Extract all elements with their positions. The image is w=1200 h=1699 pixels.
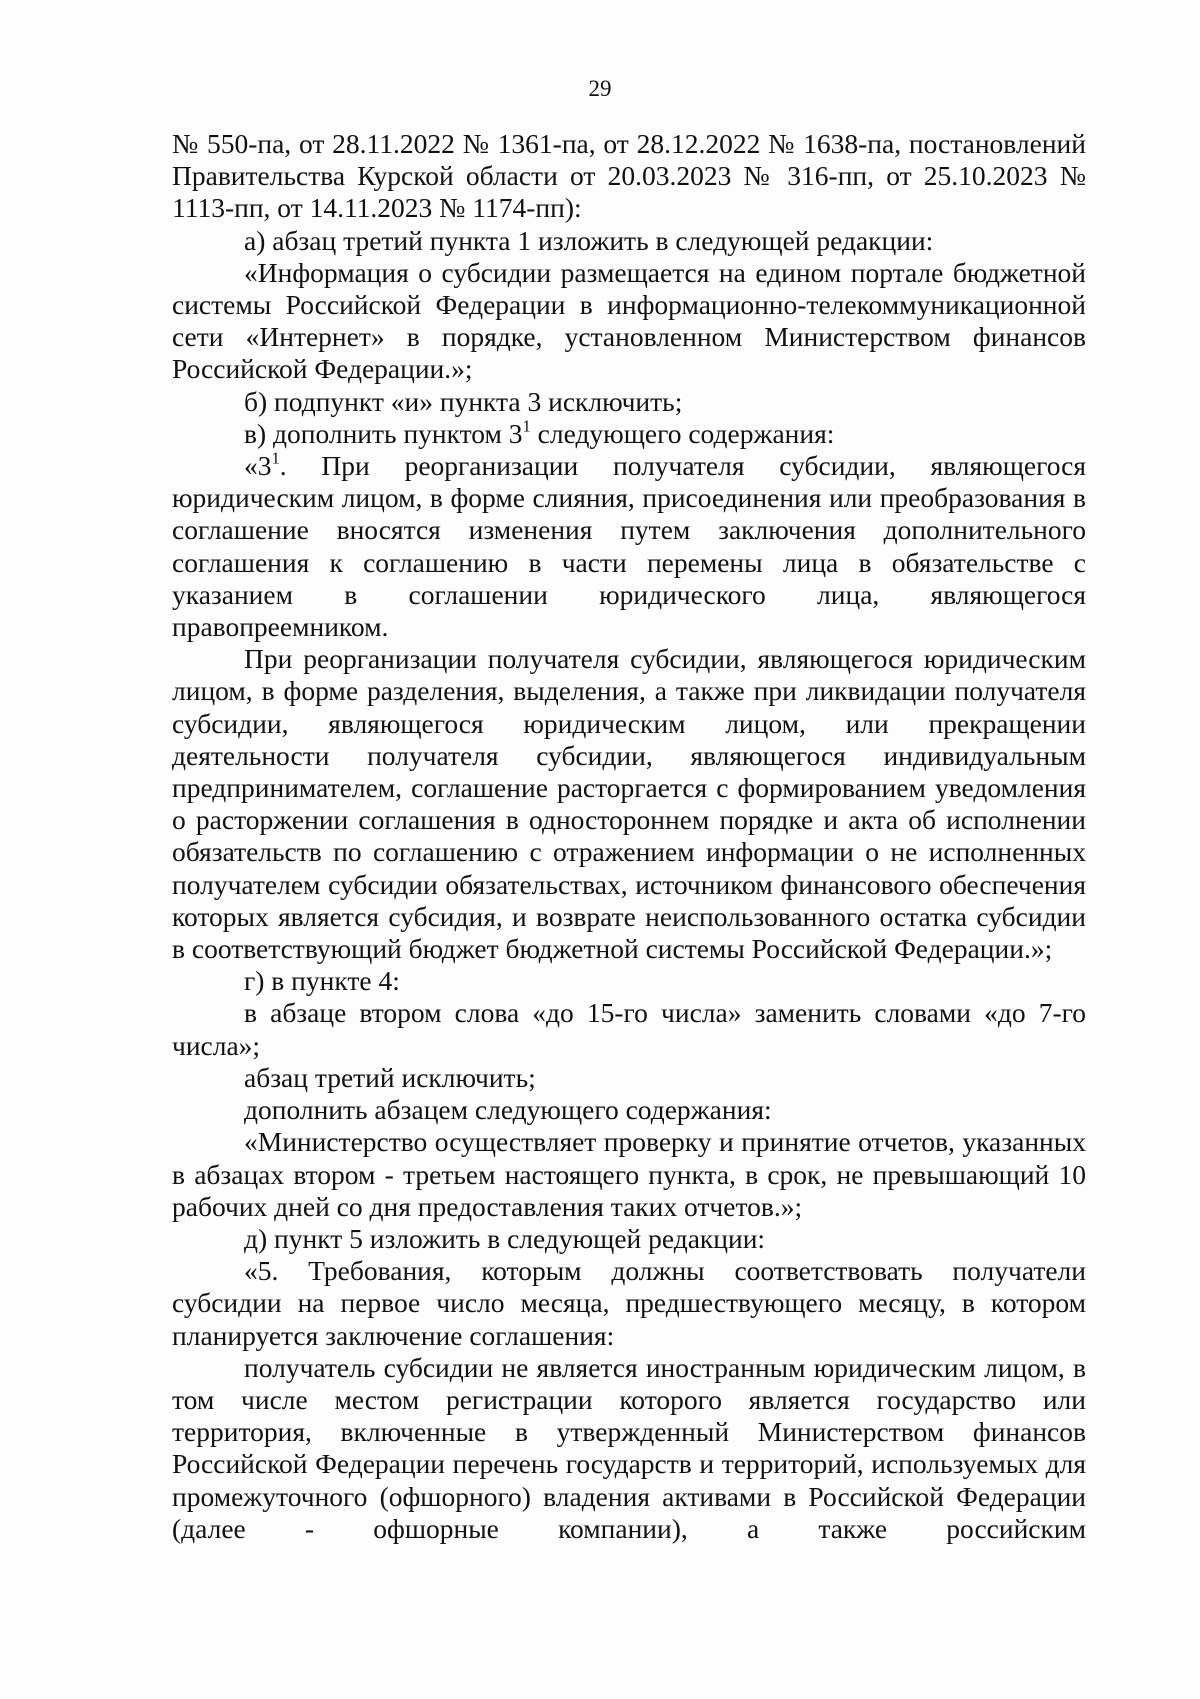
document-body — [172, 128, 1086, 1545]
paragraph-p15: получатель субсидии не является иностранным юридическим лицом, в том числе местом регистрации которого является государство или территория, включенные в утвержденный Министерством финансов Российской Федерации перечень государств и территорий, используемых для промежуточного (офшорного) владения активами в Российской Федерации (далее - офшорные компании), а также российским — [172, 1351, 1086, 1544]
paragraph-p13: д) пункт 5 изложить в следующей редакции: — [244, 1222, 766, 1254]
paragraph-p2: а) абзац третий пункта 1 изложить в следующей редакции: — [244, 224, 934, 256]
paragraph-p6 — [172, 450, 1086, 643]
paragraph-p6-superscript: 1 — [271, 448, 280, 468]
paragraph-p9: в абзаце втором слова «до 15-го числа» заменить словами «до 7-го числа»; — [172, 997, 1086, 1061]
paragraph-p6-after: . При реорганизации получателя субсидии, являющегося юридическим лицом, в форме слияния, присоединения или преобразования в соглашение вносятся изменения путем заключения дополнительного соглашения к соглашению в части перемены лица в обязательстве с указанием в соглашении юридического лица, являющегося правопреемником. — [172, 450, 1086, 643]
paragraph-p5-superscript: 1 — [522, 416, 531, 436]
paragraph-p5-after: следующего содержания: — [530, 417, 835, 449]
paragraph-p6-before: «3 — [244, 450, 272, 482]
paragraph-p10: абзац третий исключить; — [244, 1061, 536, 1093]
paragraph-p14: «5. Требования, которым должны соответствовать получатели субсидии на первое число месяца, предшествующего месяцу, в котором планируется заключение соглашения: — [172, 1255, 1086, 1351]
paragraph-p3: «Информация о субсидии размещается на едином портале бюджетной системы Российской Федерации в информационно-телекоммуникационной сети «Интернет» в порядке, установленном Министерством финансов Российской Федерации.»; — [172, 256, 1086, 385]
paragraph-p11: дополнить абзацем следующего содержания: — [244, 1094, 772, 1126]
page-number: 29 — [588, 76, 612, 101]
paragraph-p5-before: в) дополнить пунктом 3 — [244, 417, 523, 449]
paragraph-p12: «Министерство осуществляет проверку и принятие отчетов, указанных в абзацах втором - третьем настоящего пункта, в срок, не превышающий 10 рабочих дней со дня предоставления таких отчетов.»; — [172, 1126, 1086, 1222]
paragraph-p1: № 550-па, от 28.11.2022 № 1361-па, от 28.12.2022 № 1638-па, постановлений Правительства Курской области от 20.03.2023 № 316-пп, от 25.10.2023 № 1113-пп, от 14.11.2023 № 1174-пп): — [172, 128, 1086, 224]
paragraph-p7: При реорганизации получателя субсидии, являющегося юридическим лицом, в форме разделения, выделения, а также при ликвидации получателя субсидии, являющегося юридическим лицом, или прекращении деятельности получателя субсидии, являющегося индивидуальным предпринимателем, соглашение расторгается с формированием уведомления о расторжении соглашения в одностороннем порядке и акта об исполнении обязательств по соглашению с отражением информации о не исполненных получателем субсидии обязательствах, источником финансового обеспечения которых является субсидия, и возврате неиспользованного остатка субсидии в соответствующий бюджет бюджетной системы Российской Федерации.»; — [172, 643, 1086, 965]
paragraph-p4: б) подпункт «и» пункта 3 исключить; — [244, 385, 683, 417]
paragraph-p8: г) в пункте 4: — [244, 965, 400, 997]
paragraph-p5 — [172, 418, 1086, 450]
